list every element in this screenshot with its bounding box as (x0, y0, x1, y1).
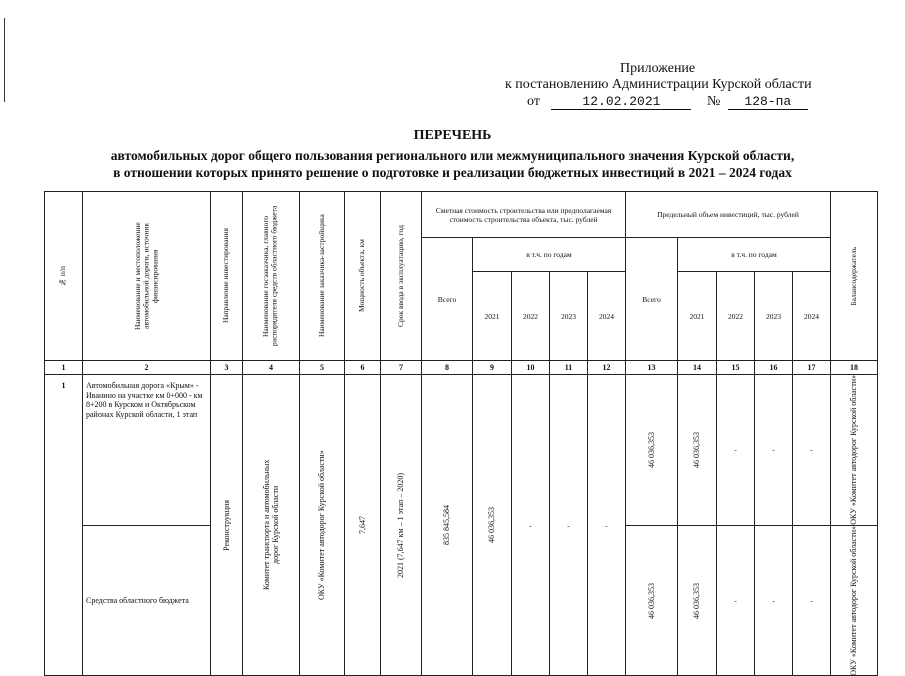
header-est-by-years: в т.ч. по годам (473, 238, 626, 272)
col-number: 15 (717, 361, 755, 375)
est-2024: - (588, 375, 626, 676)
col-number: 1 (45, 361, 83, 375)
header-lim-2024: 2024 (793, 272, 831, 361)
col-number: 18 (831, 361, 878, 375)
header-lim-2021: 2021 (678, 272, 717, 361)
col-number: 7 (381, 361, 422, 375)
document-subtitle-line1: автомобильных дорог общего пользования регионального или межмуниципального значения Курской области, (110, 148, 795, 163)
term: 2021 (7,647 км – 1 этап – 2020) (381, 375, 422, 676)
header-est-2023: 2023 (550, 272, 588, 361)
lim-2024-a: - (793, 375, 831, 526)
direction: Реконструкция (211, 375, 243, 676)
col-number: 13 (626, 361, 678, 375)
lim-2021-a: 46 036,353 (678, 375, 717, 526)
lim-2022-b: - (717, 525, 755, 676)
developer: ОКУ «Комитет автодорог Курской области» (300, 375, 345, 676)
road-name: Автомобильная дорога «Крым» - Иванино на участке км 0+000 - км 8+200 в Курском и Октябрьском районах Курской области, 1 этап (83, 375, 211, 526)
col-number: 4 (243, 361, 300, 375)
col-number: 14 (678, 361, 717, 375)
header-name: Наименование и местоположение автомобильной дороги, источник финансирования (83, 192, 211, 361)
col-number: 10 (512, 361, 550, 375)
est-2021: 46 036,353 (473, 375, 512, 676)
col-number: 11 (550, 361, 588, 375)
header-est-2024: 2024 (588, 272, 626, 361)
margin-line (4, 18, 5, 102)
header-limit: Предельный объем инвестиций, тыс. рублей (626, 192, 831, 238)
header-holder: Балансодержатель (831, 192, 878, 361)
date-prefix: от (527, 94, 540, 109)
holder-a: ОКУ «Комитет автодорог Курской области» (831, 375, 878, 526)
header-estimated-cost: Сметная стоимость строительства или предполагаемая стоимость строительства объекта, тыс. рублей (422, 192, 626, 238)
col-number: 12 (588, 361, 626, 375)
lim-2023-a: - (755, 375, 793, 526)
est-2023: - (550, 375, 588, 676)
appendix-label: Приложение (620, 61, 696, 76)
col-number: 3 (211, 361, 243, 375)
header-developer: Наименование заказчика-застройщика (300, 192, 345, 361)
lim-2021-b: 46 036,353 (678, 525, 717, 676)
est-2022: - (512, 375, 550, 676)
lim-total-b: 46 036,353 (626, 525, 678, 676)
header-lim-2023: 2023 (755, 272, 793, 361)
col-number: 16 (755, 361, 793, 375)
lim-2023-b: - (755, 525, 793, 676)
capacity: 7,647 (345, 375, 381, 676)
customer: Комитет транспорта и автомобильных дорог Курской области (243, 375, 300, 676)
header-direction: Направление инвестирования (211, 192, 243, 361)
header-est-total: Всего (422, 238, 473, 361)
header-est-2022: 2022 (512, 272, 550, 361)
row-num: 1 (45, 375, 83, 676)
resolution-date: 12.02.2021 (551, 94, 691, 110)
header-lim-total: Всего (626, 238, 678, 361)
header-lim-2022: 2022 (717, 272, 755, 361)
header-est-2021: 2021 (473, 272, 512, 361)
col-number: 6 (345, 361, 381, 375)
header-term: Срок ввода в эксплуатацию, год (381, 192, 422, 361)
number-prefix: № (706, 94, 721, 109)
col-number: 2 (83, 361, 211, 375)
table-row (45, 375, 878, 526)
resolution-date-line (527, 94, 808, 110)
lim-total-a: 46 036,353 (626, 375, 678, 526)
investment-table (44, 191, 878, 676)
col-number: 8 (422, 361, 473, 375)
col-number: 5 (300, 361, 345, 375)
col-number: 9 (473, 361, 512, 375)
funding-source: Средства областного бюджета (83, 525, 211, 676)
holder-b: ОКУ «Комитет автодорог Курской области» (831, 525, 878, 676)
column-number-row (45, 361, 878, 375)
document-subtitle-line2: в отношении которых принято решение о подготовке и реализации бюджетных инвестиций в 2021 – 2024 годах (113, 165, 792, 180)
resolution-label: к постановлению Администрации Курской области (505, 77, 812, 92)
lim-2022-a: - (717, 375, 755, 526)
header-num: № п/п (45, 192, 83, 361)
document-title: ПЕРЕЧЕНЬ (413, 128, 492, 143)
col-number: 17 (793, 361, 831, 375)
resolution-number: 128-па (728, 94, 808, 110)
lim-2024-b: - (793, 525, 831, 676)
header-customer: Наименование госзаказчика, главного распорядителя средств областного бюджета (243, 192, 300, 361)
header-lim-by-years: в т.ч. по годам (678, 238, 831, 272)
header-capacity: Мощность объекта, км (345, 192, 381, 361)
est-total: 835 845,584 (422, 375, 473, 676)
